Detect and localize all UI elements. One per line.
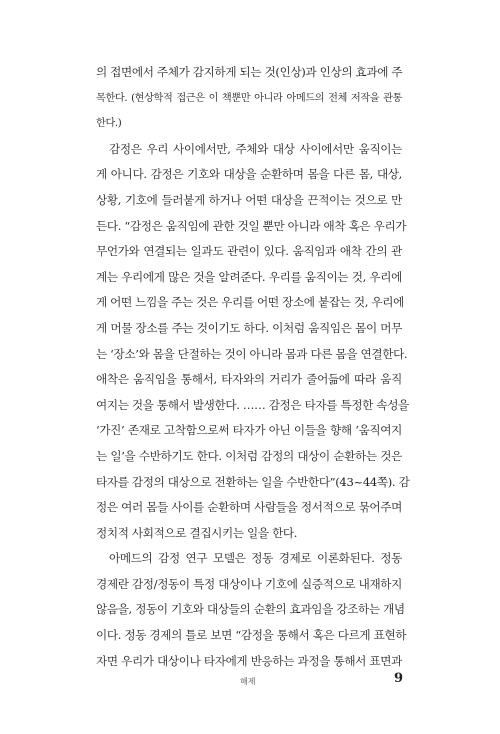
text-line: 여지는 것을 통해서 발생한다. …… 감정은 타자를 특정한 속성을 [96, 397, 409, 412]
text-line: 계는 우리에게 많은 것을 알려준다. 우리를 움직이는 것, 우리에 [96, 269, 402, 284]
text-line: 무언가와 연결되는 일과도 관련이 있다. 움직임과 애착 간의 관 [96, 244, 402, 259]
text-line: 아메드의 감정 연구 모델은 정동 경제로 이론화된다. 정동 [109, 551, 402, 566]
text-line: 든다. “감정은 움직임에 관한 것일 뿐만 아니라 애착 혹은 우리가 [96, 218, 407, 233]
text-line: 게 어떤 느낌을 주는 것은 우리를 어떤 장소에 붙잡는 것, 우리에 [96, 295, 404, 310]
text-line: 의 접면에서 주체가 감지하게 되는 것(인상)과 인상의 효과에 주 [96, 65, 403, 79]
page-number: 9 [394, 671, 404, 686]
text-line: 정은 여러 몸들 사이를 순환하며 사람들을 정서적으로 묶어주며 [96, 500, 402, 515]
text-line: 애착은 움직임을 통해서, 타자와의 거리가 줄어듦에 따라 움직 [96, 372, 402, 387]
text-line: 감정은 우리 사이에서만, 주체와 대상 사이에서만 움직이는 [109, 141, 402, 156]
text-line: 한다.) [96, 118, 122, 130]
text-line: 경제란 감정/정동이 특정 대상이나 기호에 실증적으로 내재하지 [96, 576, 402, 591]
text-line: ‘가진’ 존재로 고착함으로써 타자가 아닌 이들을 향해 ‘움직여지 [96, 423, 402, 438]
text-line: 이다. 정동 경제의 틀로 보면 “감정을 통해서 혹은 다르게 표현하 [96, 628, 407, 643]
text-line: 타자를 감정의 대상으로 전환하는 일을 수반한다”(43~44쪽). 감 [96, 474, 410, 489]
running-footer-section-title: 해제 [240, 677, 256, 686]
text-line: 게 머물 장소를 주는 것이기도 하다. 이처럼 움직임은 몸이 머무 [96, 320, 402, 335]
text-line: 않음을, 정동이 기호와 대상들의 순환의 효과임을 강조하는 개념 [96, 602, 405, 617]
text-line: 는 ‘장소’와 몸을 단절하는 것이 아니라 몸과 다른 몸을 연결한다. [96, 346, 408, 361]
text-line: 는 일’을 수반하기도 한다. 이처럼 감정의 대상이 순환하는 것은 [96, 448, 402, 463]
text-line: 자면 우리가 대상이나 타자에게 반응하는 과정을 통해서 표면과 [96, 653, 402, 668]
text-line: 정치적 사회적으로 결집시키는 일을 한다. [96, 525, 298, 540]
text-line: 목한다. (현상학적 접근은 이 책뿐만 아니라 아메드의 전체 저작을 관통 [96, 92, 402, 104]
text-line: 상황, 기호에 들러붙게 하거나 어떤 대상을 끈적이는 것으로 만 [96, 192, 402, 207]
text-line: 게 아니다. 감정은 기호와 대상을 순환하며 몸을 다른 몸, 대상, [96, 167, 402, 182]
body-text [96, 60, 410, 674]
